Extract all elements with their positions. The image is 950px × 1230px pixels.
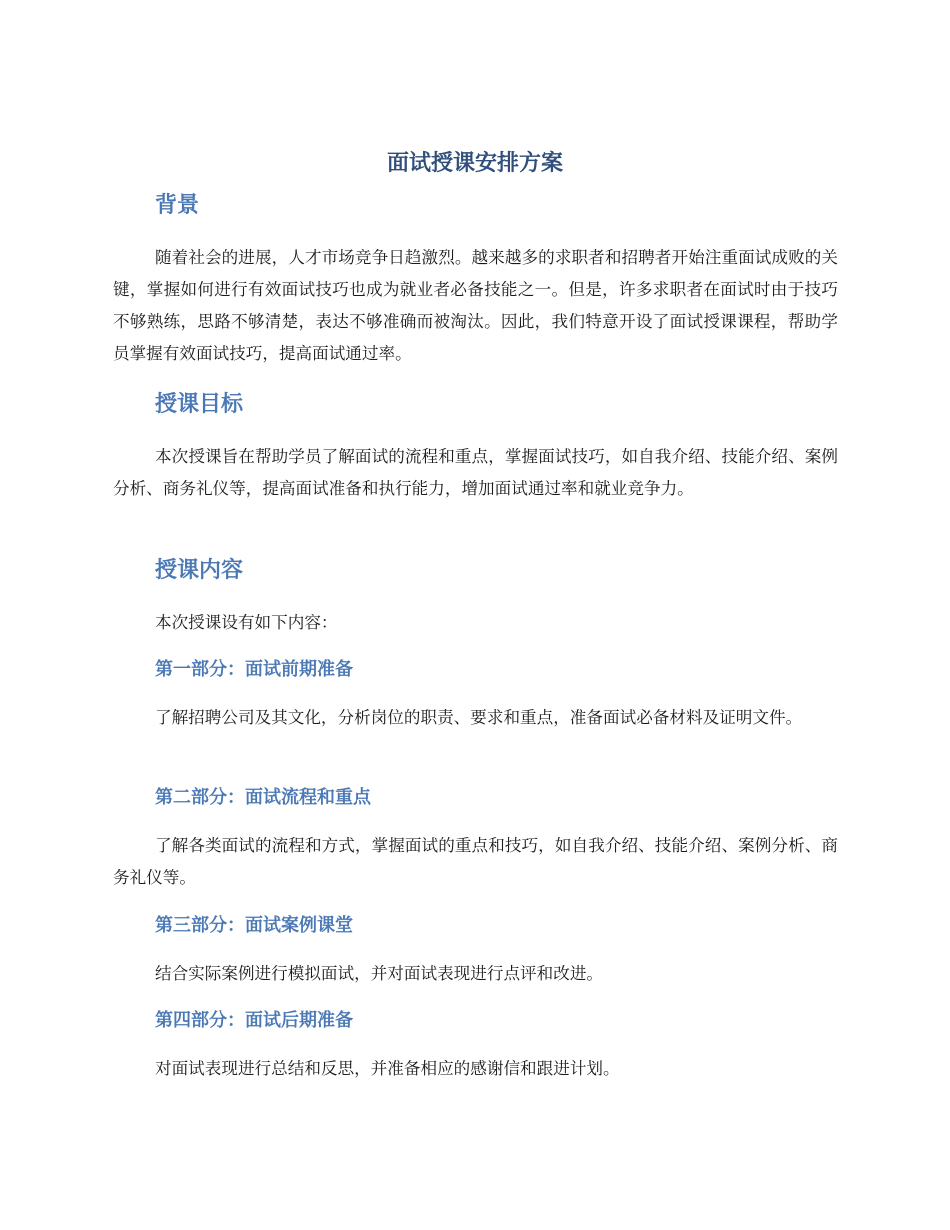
section-heading-content: 授课内容 bbox=[155, 558, 244, 583]
section-heading-goals: 授课目标 bbox=[155, 392, 244, 417]
section-paragraph-goals: 本次授课旨在帮助学员了解面试的流程和重点，掌握面试技巧，如自我介绍、技能介绍、案例分析、商务礼仪等，提高面试准备和执行能力，增加面试通过率和就业竞争力。 bbox=[113, 447, 838, 498]
section-paragraph-content: 本次授课设有如下内容： bbox=[155, 613, 338, 632]
part-paragraph-1: 了解招聘公司及其文化，分析岗位的职责、要求和重点，准备面试必备材料及证明文件。 bbox=[155, 708, 803, 727]
section-heading-background: 背景 bbox=[155, 193, 200, 218]
document-title: 面试授课安排方案 bbox=[386, 151, 563, 176]
part-heading-3: 第三部分：面试案例课堂 bbox=[155, 915, 353, 936]
section-paragraph-background: 随着社会的进展，人才市场竞争日趋激烈。越来越多的求职者和招聘者开始注重面试成败的关键，掌握如何进行有效面试技巧也成为就业者必备技能之一。但是，许多求职者在面试时由于技巧不够熟练，思路不够清楚，表达不够准确而被淘汰。因此，我们特意开设了面试授课课程，帮助学员掌握有效面试技巧，提高面试通过率。 bbox=[113, 248, 838, 363]
part-paragraph-4: 对面试表现进行总结和反思，并准备相应的感谢信和跟进计划。 bbox=[155, 1059, 620, 1078]
part-heading-1: 第一部分：面试前期准备 bbox=[155, 659, 353, 680]
part-heading-2: 第二部分：面试流程和重点 bbox=[155, 787, 371, 808]
part-heading-4: 第四部分：面试后期准备 bbox=[155, 1010, 353, 1031]
part-paragraph-3: 结合实际案例进行模拟面试，并对面试表现进行点评和改进。 bbox=[155, 964, 604, 983]
part-paragraph-2: 了解各类面试的流程和方式，掌握面试的重点和技巧，如自我介绍、技能介绍、案例分析、商务礼仪等。 bbox=[113, 836, 838, 887]
